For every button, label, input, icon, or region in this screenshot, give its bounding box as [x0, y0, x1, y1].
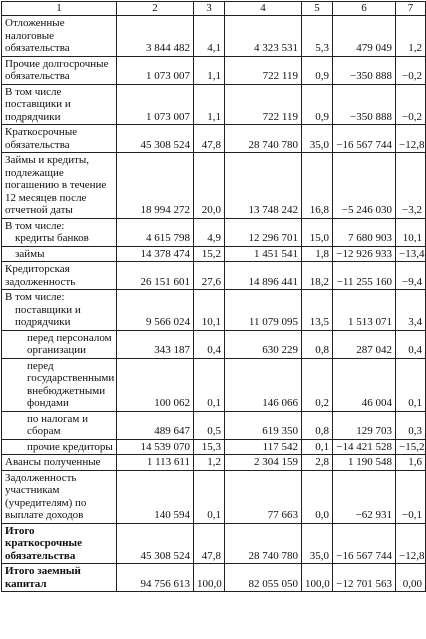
row-label — [2, 262, 117, 290]
row-label — [2, 153, 117, 219]
cell-col-4: 13 748 242 — [225, 153, 302, 219]
row-label — [2, 411, 117, 439]
table-body — [2, 16, 426, 592]
cell-col-2: 100 062 — [117, 358, 194, 411]
row-label-text: перед персоналом организации — [27, 331, 112, 356]
cell-col-5: 100,0 — [302, 564, 333, 592]
cell-col-3: 1,2 — [194, 455, 225, 471]
cell-col-3: 47,8 — [194, 523, 225, 564]
cell-col-3: 20,0 — [194, 153, 225, 219]
row-sublabel-text: поставщики и подрядчики — [15, 303, 81, 328]
cell-col-2: 45 308 524 — [117, 125, 194, 153]
row-label — [2, 330, 117, 358]
column-header-3: 3 — [194, 2, 225, 16]
row-label — [2, 455, 117, 471]
table-row — [2, 246, 426, 262]
row-label-text: Авансы полученные — [5, 456, 101, 468]
cell-col-6: −16 567 744 — [333, 523, 396, 564]
cell-col-4: 28 740 780 — [225, 125, 302, 153]
cell-col-5: 15,0 — [302, 218, 333, 246]
cell-col-4: 722 119 — [225, 84, 302, 125]
row-label — [2, 470, 117, 523]
cell-col-6: −5 246 030 — [333, 153, 396, 219]
cell-col-6: −16 567 744 — [333, 125, 396, 153]
cell-col-7: −9,4 — [396, 262, 426, 290]
table-row — [2, 455, 426, 471]
cell-col-5: 1,8 — [302, 246, 333, 262]
cell-col-3: 4,1 — [194, 16, 225, 57]
cell-col-3: 0,4 — [194, 330, 225, 358]
row-label-text: Кредиторская задолженность — [5, 263, 76, 288]
cell-col-7: 1,6 — [396, 455, 426, 471]
column-header-6: 6 — [333, 2, 396, 16]
cell-col-6: 1 513 071 — [333, 290, 396, 331]
cell-col-7: 10,1 — [396, 218, 426, 246]
cell-col-2: 489 647 — [117, 411, 194, 439]
cell-col-6: −12 701 563 — [333, 564, 396, 592]
row-label — [2, 358, 117, 411]
cell-col-3: 0,5 — [194, 411, 225, 439]
cell-col-5: 35,0 — [302, 523, 333, 564]
table-row — [2, 84, 426, 125]
row-label-text: В том числе: — [5, 219, 65, 232]
cell-col-4: 4 323 531 — [225, 16, 302, 57]
row-label — [2, 56, 117, 84]
cell-col-6: −62 931 — [333, 470, 396, 523]
row-label-text: Прочие долгосрочные обязательства — [5, 57, 109, 82]
cell-col-3: 0,1 — [194, 470, 225, 523]
cell-col-4: 146 066 — [225, 358, 302, 411]
table-row — [2, 262, 426, 290]
cell-col-7: 0,4 — [396, 330, 426, 358]
row-label-text: В том числе поставщики и подрядчики — [5, 85, 71, 123]
row-label — [2, 439, 117, 455]
cell-col-2: 1 113 611 — [117, 455, 194, 471]
cell-col-4: 11 079 095 — [225, 290, 302, 331]
row-label — [2, 523, 117, 564]
header-row — [2, 2, 426, 16]
cell-col-7: −0,2 — [396, 84, 426, 125]
cell-col-6: 7 680 903 — [333, 218, 396, 246]
column-header-2: 2 — [117, 2, 194, 16]
cell-col-4: 722 119 — [225, 56, 302, 84]
cell-col-7: 1,2 — [396, 16, 426, 57]
cell-col-3: 10,1 — [194, 290, 225, 331]
cell-col-4: 12 296 701 — [225, 218, 302, 246]
cell-col-3: 47,8 — [194, 125, 225, 153]
cell-col-4: 2 304 159 — [225, 455, 302, 471]
cell-col-3: 100,0 — [194, 564, 225, 592]
row-label — [2, 218, 117, 246]
cell-col-2: 14 378 474 — [117, 246, 194, 262]
cell-col-4: 117 542 — [225, 439, 302, 455]
cell-col-4: 619 350 — [225, 411, 302, 439]
cell-col-2: 26 151 601 — [117, 262, 194, 290]
cell-col-4: 77 663 — [225, 470, 302, 523]
cell-col-2: 14 539 070 — [117, 439, 194, 455]
cell-col-6: 479 049 — [333, 16, 396, 57]
cell-col-2: 45 308 524 — [117, 523, 194, 564]
cell-col-3: 15,3 — [194, 439, 225, 455]
cell-col-5: 0,8 — [302, 330, 333, 358]
cell-col-3: 1,1 — [194, 84, 225, 125]
table-row — [2, 16, 426, 57]
table-row — [2, 330, 426, 358]
table-row — [2, 218, 426, 246]
cell-col-2: 140 594 — [117, 470, 194, 523]
cell-col-7: −12,8 — [396, 125, 426, 153]
table-row — [2, 153, 426, 219]
cell-col-4: 630 229 — [225, 330, 302, 358]
cell-col-6: −14 421 528 — [333, 439, 396, 455]
cell-col-6: −350 888 — [333, 56, 396, 84]
row-label-text: Отложенные налоговые обязательства — [5, 17, 70, 54]
cell-col-6: 287 042 — [333, 330, 396, 358]
cell-col-7: −13,4 — [396, 246, 426, 262]
cell-col-6: −12 926 933 — [333, 246, 396, 262]
cell-col-5: 16,8 — [302, 153, 333, 219]
row-label-text: прочие кредиторы — [27, 440, 113, 453]
table-row — [2, 411, 426, 439]
cell-col-7: 0,1 — [396, 358, 426, 411]
cell-col-6: −350 888 — [333, 84, 396, 125]
row-label-text: В том числе: — [5, 291, 65, 303]
cell-col-4: 1 451 541 — [225, 246, 302, 262]
cell-col-2: 4 615 798 — [117, 218, 194, 246]
cell-col-2: 3 844 482 — [117, 16, 194, 57]
table-row — [2, 56, 426, 84]
cell-col-7: −12,8 — [396, 523, 426, 564]
cell-col-3: 1,1 — [194, 56, 225, 84]
cell-col-5: 18,2 — [302, 262, 333, 290]
row-label-text: Займы и кредиты, подлежащие погашению в течение 12 месяцев после отчетной даты — [5, 154, 107, 216]
cell-col-2: 1 073 007 — [117, 84, 194, 125]
cell-col-5: 0,2 — [302, 358, 333, 411]
cell-col-2: 1 073 007 — [117, 56, 194, 84]
row-sublabel-text: кредиты банков — [15, 232, 89, 244]
cell-col-7: −0,1 — [396, 470, 426, 523]
cell-col-7: 0,00 — [396, 564, 426, 592]
column-header-1: 1 — [2, 2, 117, 16]
cell-col-3: 15,2 — [194, 246, 225, 262]
table-row — [2, 470, 426, 523]
cell-col-6: 129 703 — [333, 411, 396, 439]
cell-col-4: 28 740 780 — [225, 523, 302, 564]
row-label-text: перед государственными внебюджетными фондами — [27, 359, 115, 409]
column-header-5: 5 — [302, 2, 333, 16]
table-row — [2, 439, 426, 455]
cell-col-4: 14 896 441 — [225, 262, 302, 290]
table-row — [2, 290, 426, 331]
cell-col-3: 4,9 — [194, 218, 225, 246]
row-label — [2, 125, 117, 153]
row-label — [2, 16, 117, 57]
cell-col-6: 46 004 — [333, 358, 396, 411]
liabilities-table — [1, 1, 426, 592]
cell-col-3: 0,1 — [194, 358, 225, 411]
cell-col-4: 82 055 050 — [225, 564, 302, 592]
row-label — [2, 564, 117, 592]
cell-col-5: 0,0 — [302, 470, 333, 523]
cell-col-5: 0,9 — [302, 84, 333, 125]
cell-col-2: 343 187 — [117, 330, 194, 358]
cell-col-5: 0,9 — [302, 56, 333, 84]
column-header-4: 4 — [225, 2, 302, 16]
row-label-text: Задолженность участникам (учредителям) по выплате доходов — [5, 471, 87, 521]
row-label-text: Итого заемный капитал — [5, 565, 81, 590]
row-label-text: Итого краткосрочные обязательства — [5, 524, 82, 562]
cell-col-7: −0,2 — [396, 56, 426, 84]
table-row — [2, 358, 426, 411]
cell-col-2: 18 994 272 — [117, 153, 194, 219]
cell-col-2: 94 756 613 — [117, 564, 194, 592]
table-row — [2, 125, 426, 153]
column-header-7: 7 — [396, 2, 426, 16]
row-label-text: Краткосрочные обязательства — [5, 126, 78, 151]
row-label — [2, 290, 117, 331]
row-label — [2, 246, 117, 262]
cell-col-5: 2,8 — [302, 455, 333, 471]
cell-col-7: 3,4 — [396, 290, 426, 331]
cell-col-5: 5,3 — [302, 16, 333, 57]
cell-col-3: 27,6 — [194, 262, 225, 290]
cell-col-5: 35,0 — [302, 125, 333, 153]
table-row — [2, 564, 426, 592]
cell-col-7: 0,3 — [396, 411, 426, 439]
table-row — [2, 523, 426, 564]
cell-col-5: 0,1 — [302, 439, 333, 455]
cell-col-7: −15,2 — [396, 439, 426, 455]
cell-col-6: −11 255 160 — [333, 262, 396, 290]
cell-col-7: −3,2 — [396, 153, 426, 219]
row-label-text: по налогам и сборам — [27, 412, 88, 437]
cell-col-2: 9 566 024 — [117, 290, 194, 331]
row-label — [2, 84, 117, 125]
cell-col-5: 0,8 — [302, 411, 333, 439]
cell-col-6: 1 190 548 — [333, 455, 396, 471]
cell-col-5: 13,5 — [302, 290, 333, 331]
row-label-text: займы — [15, 247, 45, 260]
